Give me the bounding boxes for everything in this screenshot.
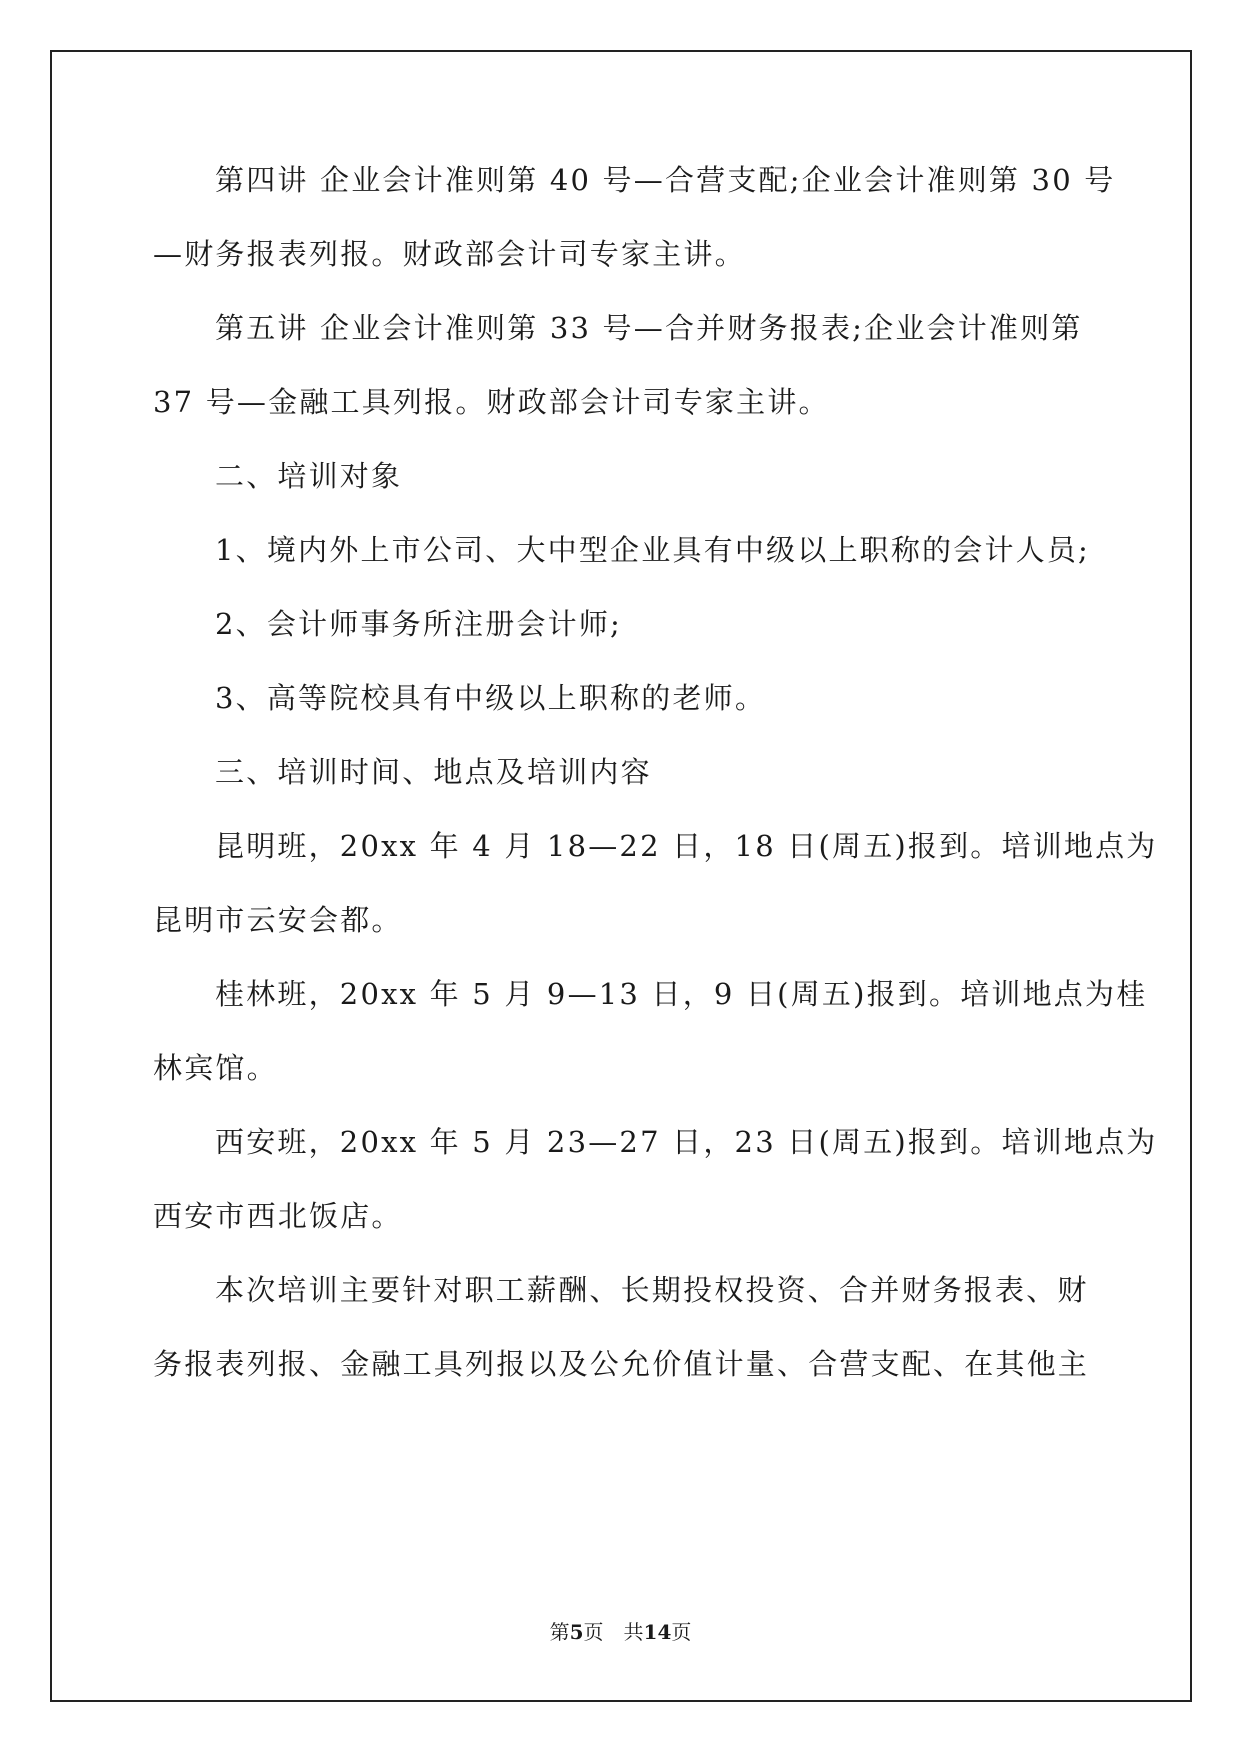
- section-heading-training-targets: 二、培训对象: [215, 459, 403, 493]
- paragraph-summary-line-2: 务报表列报、金融工具列报以及公允价值计量、合营支配、在其他主: [153, 1347, 1090, 1381]
- list-item-target-2: 2、会计师事务所注册会计师;: [215, 607, 623, 641]
- footer-page-current: 5: [569, 1620, 584, 1644]
- footer-page-suffix: 页: [671, 1620, 692, 1644]
- section-heading-time-place-content: 三、培训时间、地点及培训内容: [215, 755, 652, 789]
- paragraph-summary-line-1: 本次培训主要针对职工薪酬、长期投权投资、合并财务报表、财: [215, 1273, 1089, 1307]
- page-footer: [0, 1619, 1241, 1645]
- paragraph-lecture-5-line-1: 第五讲 企业会计准则第 33 号—合并财务报表;企业会计准则第: [215, 311, 1083, 345]
- footer-page-mid: 页 共: [583, 1620, 644, 1644]
- paragraph-kunming-line-2: 昆明市云安会都。: [153, 903, 403, 937]
- paragraph-guilin-line-2: 林宾馆。: [153, 1051, 278, 1085]
- list-item-target-3: 3、高等院校具有中级以上职称的老师。: [215, 681, 767, 715]
- paragraph-guilin-line-1: 桂林班，20xx 年 5 月 9—13 日，9 日(周五)报到。培训地点为桂: [215, 977, 1148, 1011]
- footer-page-total: 14: [643, 1620, 672, 1644]
- list-item-target-1: 1、境内外上市公司、大中型企业具有中级以上职称的会计人员;: [215, 533, 1091, 567]
- paragraph-lecture-4-line-1: 第四讲 企业会计准则第 40 号—合营支配;企业会计准则第 30 号: [215, 163, 1116, 197]
- page-border: [50, 50, 1192, 1702]
- paragraph-lecture-4-line-2: —财务报表列报。财政部会计司专家主讲。: [153, 237, 746, 271]
- paragraph-kunming-line-1: 昆明班，20xx 年 4 月 18—22 日，18 日(周五)报到。培训地点为: [215, 829, 1158, 863]
- paragraph-lecture-5-line-2: 37 号—金融工具列报。财政部会计司专家主讲。: [153, 385, 830, 419]
- paragraph-xian-line-1: 西安班，20xx 年 5 月 23—27 日，23 日(周五)报到。培训地点为: [215, 1125, 1158, 1159]
- paragraph-xian-line-2: 西安市西北饭店。: [153, 1199, 403, 1233]
- footer-page-prefix: 第: [549, 1620, 570, 1644]
